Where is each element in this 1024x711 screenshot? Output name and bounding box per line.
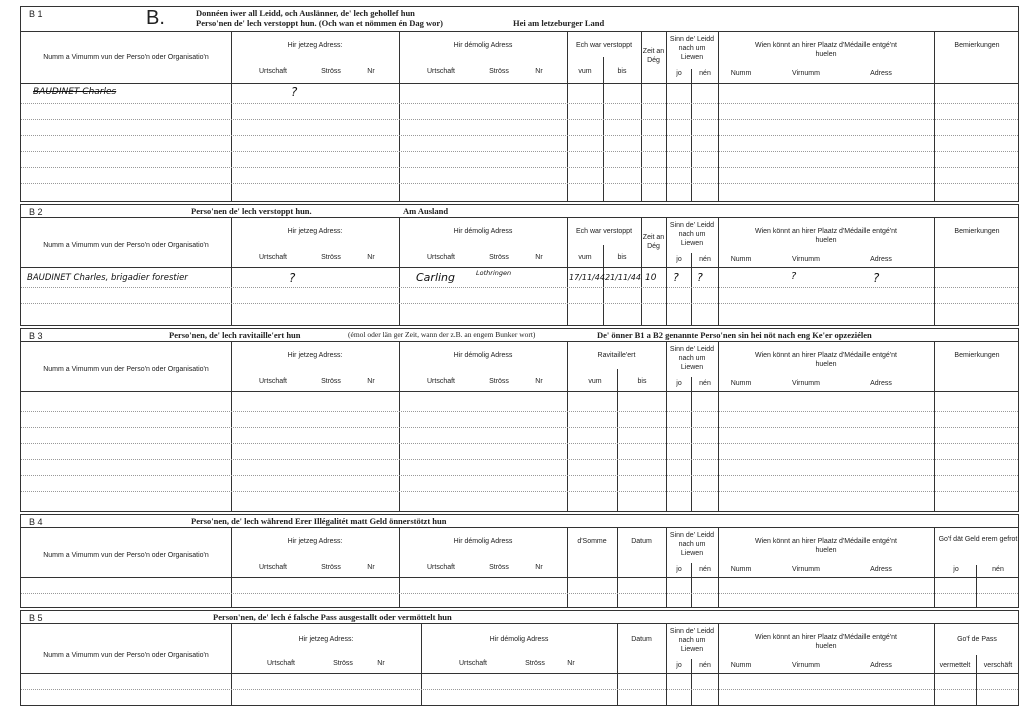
entry-medal-addr: ? [873,271,880,285]
col-maddr-header: Adress [870,70,892,77]
col-given-back-header: Go'f dät Geld erem gefrot [938,536,1018,543]
col-from-header: vum [588,378,602,385]
section-b5 [20,610,1019,706]
entry-medal-first: ? [791,271,797,282]
section-b2 [20,204,1019,326]
col-yes-header: jo [676,566,682,573]
entry-current-place: ? [291,85,298,99]
col-nr-header: Nr [567,660,575,667]
col-place-header: Urtschaft [426,378,455,385]
col-alive-header: Sinn de' Leidd nach um Liewen [669,222,715,247]
col-former-header: Hir démolig Adress [489,636,549,643]
col-nr-header: Nr [367,564,375,571]
entry-name: BAUDINET Charles, brigadier forestier [27,273,188,283]
col-name-header: Numm a Vimumm vun der Perso'n oder Organisatio'n [43,652,209,659]
col-name-header: Numm a Vimumm vun der Perso'n oder Organisatio'n [43,552,209,559]
col-street-header: Ströss [321,254,341,261]
col-to-header: bis [637,378,647,385]
col-forged-header: verschäft [983,662,1013,669]
col-mfirst-header: Virnumm [792,256,820,263]
col-alive-header: Sinn de' Leidd nach um Liewen [669,532,715,557]
col-pass-header: Go'f de Pass [957,636,997,643]
col-former-header: Hir démolig Adress [453,42,513,49]
section-title-note: (émol oder län ger Zeit, wann der z.B. an engem Bunker wort) [348,330,536,339]
col-street-header: Ströss [333,660,353,667]
col-current-header: Hir jetzeg Adress: [287,228,343,235]
col-hidden-header: Ech war verstoppt [575,42,633,49]
col-yes-header: jo [676,70,682,77]
col-time-header: Zeit an Dég [642,234,665,250]
col-time-header: Zeit an Dég [642,48,665,64]
col-medal-header: Wien könnt an hirer Plaatz d'Médaille entgé'nt huelen [755,42,897,58]
col-alive-header: Sinn de' Leidd nach um Liewen [669,346,715,371]
section-title-place: Am Ausland [403,206,449,216]
col-no-header: nén [699,566,711,573]
col-yes-header: jo [676,380,682,387]
section-title: Perso'nen de' lech verstoppt hun. [191,206,312,216]
col-maddr-header: Adress [870,566,892,573]
col-medal-header: Wien könnt an hirer Plaatz d'Médaille entgé'nt huelen [755,352,897,368]
section-b4 [20,514,1019,608]
col-from-header: vum [578,68,592,75]
col-nr-header: Nr [535,564,543,571]
col-place-header: Urtschaft [258,378,287,385]
col-current-header: Hir jetzeg Adress: [287,352,343,359]
col-alive-header: Sinn de' Leidd nach um Liewen [669,36,715,61]
col-medal-header: Wien könnt an hirer Plaatz d'Médaille entgé'nt huelen [755,228,897,244]
section-title: Person'nen, de' lech é falsche Pass ausgestallt oder vermöttelt hun [213,612,452,622]
col-mfirst-header: Virnumm [792,566,820,573]
section-b3 [20,328,1019,512]
col-place-header: Urtschaft [258,564,287,571]
col-street-header: Ströss [525,660,545,667]
col-yes-header: jo [676,256,682,263]
col-medal-header: Wien könnt an hirer Plaatz d'Médaille entgé'nt huelen [755,634,897,650]
entry-days: 10 [645,273,657,283]
col-nr-header: Nr [535,378,543,385]
col-place-header: Urtschaft [258,254,287,261]
section-title-note2: De' önner B1 a B2 genannte Perso'nen sin hei nöt nach eng Ke'er opzeziélen [597,330,872,340]
col-mname-header: Numm [730,566,752,573]
col-date-header: Datum [631,538,652,545]
col-yes-header: jo [676,662,682,669]
col-current-header: Hir jetzeg Adress: [287,42,343,49]
col-maddr-header: Adress [870,256,892,263]
section-code: B 2 [29,207,43,217]
col-no-header: nén [699,256,711,263]
col-nr-header: Nr [535,68,543,75]
col-street-header: Ströss [321,564,341,571]
col-former-header: Hir démolig Adress [453,228,513,235]
col-issued-header: vermettelt [939,662,971,669]
col-street-header: Ströss [321,68,341,75]
col-street-header: Ströss [489,564,509,571]
col-maddr-header: Adress [870,380,892,387]
col-mname-header: Numm [730,70,752,77]
col-place-header: Urtschaft [266,660,295,667]
section-code: B 4 [29,517,43,527]
col-ravit-header: Ravitaille'ert [597,352,636,359]
entry-name: BAUDINET Charles [33,87,117,97]
col-medal-header: Wien könnt an hirer Plaatz d'Médaille entgé'nt huelen [755,538,897,554]
col-sum-header: d'Somme [577,538,607,545]
col-nr-header: Nr [367,378,375,385]
col-name-header: Numm a Vimumm vun der Perso'n oder Organisatio'n [43,242,209,249]
col-current-header: Hir jetzeg Adress: [287,538,343,545]
col-mfirst-header: Virnumm [792,70,820,77]
col-nr-header: Nr [367,68,375,75]
col-mfirst-header: Virnumm [792,380,820,387]
col-place-header: Urtschaft [426,564,455,571]
col-from-header: vum [578,254,592,261]
col-place-header: Urtschaft [458,660,487,667]
col-no-header: nén [992,566,1004,573]
col-place-header: Urtschaft [426,254,455,261]
col-nr-header: Nr [377,660,385,667]
col-name-header: Numm a Vimumm vun der Perso'n oder Organisatio'n [43,366,209,373]
col-nr-header: Nr [367,254,375,261]
entry-alive-yes: ? [673,271,679,284]
entry-former-place: Carling [416,271,456,284]
entry-from: 17/11/44 [569,273,605,282]
section-title-place: Hei am letzeburger Land [513,18,605,28]
col-alive-header: Sinn de' Leidd nach um Liewen [669,628,715,653]
col-no-header: nén [699,380,711,387]
col-mname-header: Numm [730,380,752,387]
form-sheet [20,6,1019,706]
section-title-line1: Donnéen iwer all Leidd, och Auslänner, de' lech gehollef hun [196,8,415,18]
col-place-header: Urtschaft [258,68,287,75]
col-mfirst-header: Virnumm [792,662,820,669]
col-name-header: Numm a Vimumm vun der Perso'n oder Organisatio'n [43,54,209,61]
col-remarks-header: Bemierkungen [954,42,1000,49]
col-street-header: Ströss [489,378,509,385]
col-remarks-header: Bemierkungen [954,352,1000,359]
col-nr-header: Nr [535,254,543,261]
col-place-header: Urtschaft [426,68,455,75]
entry-former-extra: Lothringen [476,269,512,277]
col-former-header: Hir démolig Adress [453,352,513,359]
col-street-header: Ströss [489,68,509,75]
section-code: B 5 [29,613,43,623]
col-no-header: nén [699,662,711,669]
section-letter: B. [146,7,165,29]
col-former-header: Hir démolig Adress [453,538,513,545]
section-title: Perso'nen, de' lech während Erer Illégalitét matt Geld önnerstötzt hun [191,516,447,526]
col-date-header: Datum [631,636,652,643]
section-b1 [20,6,1019,202]
col-mname-header: Numm [730,256,752,263]
col-yes-header: jo [953,566,959,573]
col-mname-header: Numm [730,662,752,669]
col-to-header: bis [617,254,627,261]
col-current-header: Hir jetzeg Adress: [298,636,354,643]
section-code: B 3 [29,331,43,341]
entry-current-place: ? [289,271,296,285]
col-hidden-header: Ech war verstoppt [575,228,633,235]
col-maddr-header: Adress [870,662,892,669]
col-remarks-header: Bemierkungen [954,228,1000,235]
entry-alive-no: ? [697,271,703,284]
section-code: B 1 [29,9,43,19]
col-to-header: bis [617,68,627,75]
section-title: Perso'nen, de' lech ravitaille'ert hun [169,330,301,340]
col-street-header: Ströss [321,378,341,385]
entry-to: 21/11/44 [605,273,641,282]
section-title-line2: Perso'nen de' lech verstoppt hun. (Och wan et nömmen én Dag wor) [196,18,443,28]
col-street-header: Ströss [489,254,509,261]
col-no-header: nén [699,70,711,77]
